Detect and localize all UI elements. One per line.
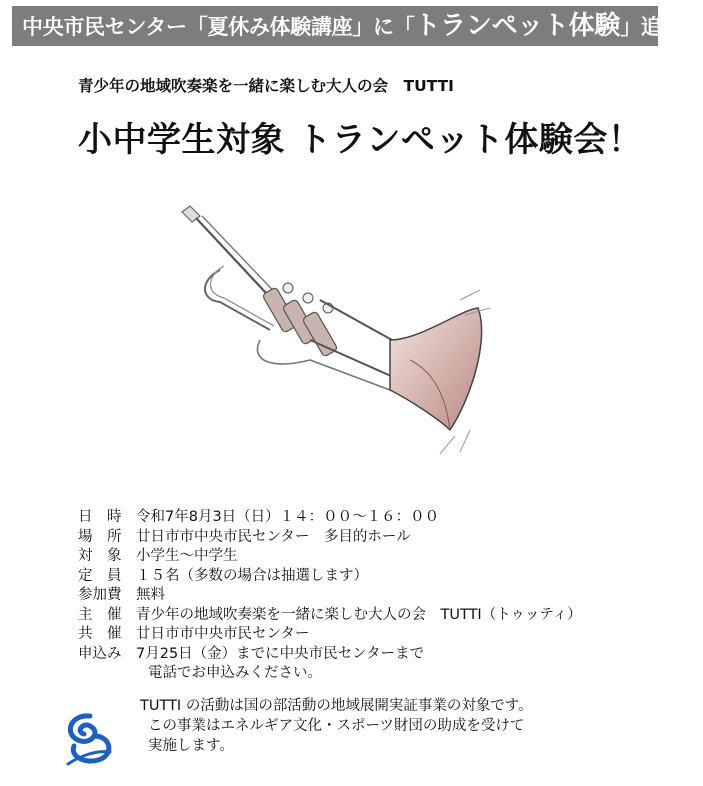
organizer-line: 青少年の地域吹奏楽を一緒に楽しむ大人の会 TUTTI [78, 77, 454, 95]
detail-value: 令和7年8月3日（日）１４：００〜１６：００ [136, 509, 440, 525]
detail-value: 青少年の地域吹奏楽を一緒に楽しむ大人の会 TUTTI（トゥッティ） [136, 606, 582, 623]
detail-value: １５名（多数の場合は抽選します） [136, 567, 368, 584]
detail-value: 廿日市市中央市民センター 多目的ホール [136, 528, 411, 545]
detail-label: 日 時 [78, 509, 122, 525]
detail-row-application [78, 645, 582, 665]
footer-line-2: この事業はエネルギア文化・スポーツ財団の助成を受けて [148, 718, 525, 734]
detail-label: 定 員 [78, 567, 122, 584]
detail-label: 参加費 [78, 587, 122, 603]
detail-row-host [78, 606, 582, 626]
banner-text-1: 中央市民センター「夏休み体験講座」に「 [22, 15, 415, 39]
detail-row-capacity [78, 567, 582, 587]
event-details [78, 508, 582, 684]
footer-line-1: TUTTI の活動は国の部活動の地域展開実証事業の対象です。 [140, 698, 533, 714]
detail-label: 主 催 [78, 606, 122, 623]
detail-row-fee [78, 586, 582, 606]
page-title: 小中学生対象 トランペット体験会！ [78, 120, 643, 160]
banner-text-2: トランペット体験 [414, 11, 621, 41]
swirl-logo-icon [60, 706, 120, 768]
detail-value: 小学生〜中学生 [136, 548, 238, 564]
footer-line-3: 実施します。 [148, 738, 234, 754]
footer-note [140, 696, 533, 756]
detail-row-place [78, 528, 582, 548]
detail-label: 場 所 [78, 528, 122, 545]
detail-value: 廿日市市中央市民センター [136, 626, 310, 642]
header-banner [12, 6, 703, 46]
detail-value: 無料 [136, 587, 165, 603]
detail-label: 申込み [78, 645, 122, 662]
banner-text-3: 」追加！ [620, 15, 703, 39]
detail-row-target [78, 547, 582, 567]
detail-value: 7月25日（金）までに中央市民センターまで [136, 645, 425, 662]
detail-label: 共 催 [78, 626, 122, 642]
detail-row-datetime [78, 508, 582, 528]
detail-continuation: 電話でお申込みください。 [148, 665, 322, 681]
detail-label: 対 象 [78, 548, 122, 564]
trumpet-illustration [160, 190, 500, 470]
detail-row-cohost [78, 625, 582, 645]
